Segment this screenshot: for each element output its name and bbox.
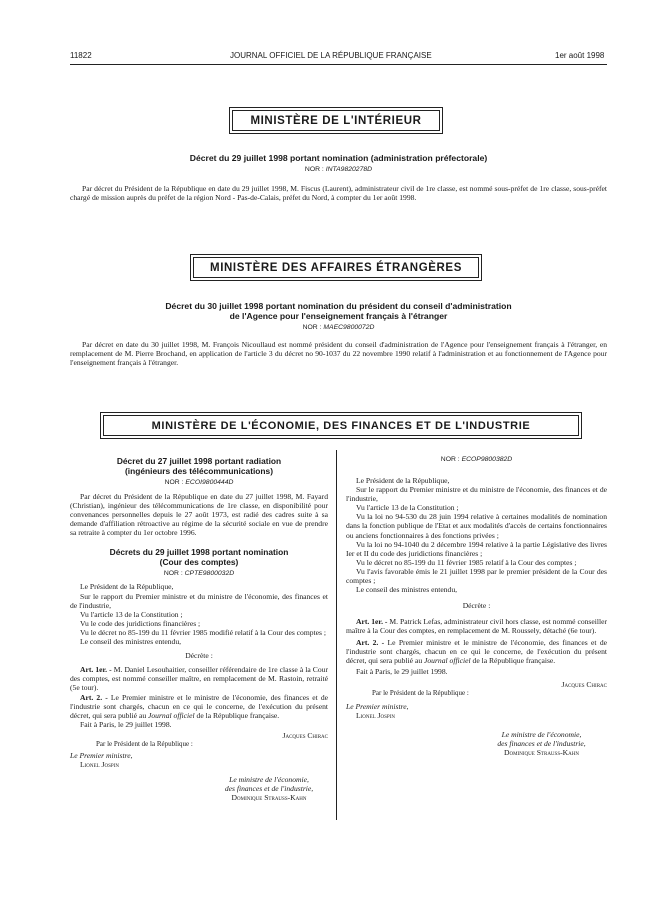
done-at: Fait à Paris, le 29 juillet 1998. (356, 666, 448, 676)
decree-title: Décret du 27 juillet 1998 portant radiation (ingénieurs des télécommunications) (116, 456, 282, 476)
journal-title: JOURNAL OFFICIEL DE LA RÉPUBLIQUE FRANÇAISE (230, 51, 432, 60)
pm-title: Le Premier ministre, (346, 702, 409, 712)
paragraph: Vu l'avis favorable émis le 21 juillet 1998 par le premier président de la Cour des comptes ; (346, 566, 607, 586)
decree-title: Décrets du 29 juillet 1998 portant nomination (Cour des comptes) (109, 547, 289, 568)
paragraph: Sur le rapport du Premier ministre et du ministre de l'économie, des finances et de l'industrie, (70, 591, 328, 610)
paragraph: Le Président de la République, (80, 582, 174, 592)
decrete-heading: Décrète : (462, 601, 491, 611)
ministry-title: MINISTÈRE DE L'ÉCONOMIE, DES FINANCES ET DE L'INDUSTRIE (103, 415, 579, 436)
paragraph: Le conseil des ministres entendu, (356, 585, 458, 595)
article-2: Art. 2. - Le Premier ministre et le ministre de l'économie, des finances et de l'industrie sont chargés, chacun en ce qui le concerne, de l'exécution du présent décret, qui sera publié au Journal officiel de la République française. (346, 637, 607, 665)
ministry-title: MINISTÈRE DE L'INTÉRIEUR (232, 110, 440, 131)
paragraph: Vu le décret no 85-199 du 11 février 1985 relatif à la Cour des comptes ; (356, 557, 577, 567)
decrete-heading: Décrète : (185, 651, 213, 661)
on-behalf-line: Par le Président de la République : (96, 739, 193, 748)
column-divider (336, 450, 337, 820)
nor-reference: NOR : ECOI9800444D (164, 479, 234, 486)
decree-body: Par décret du Président de la République en date du 29 juillet 1998, M. Fiscus (Laurent), administrateur civil de 1re classe, est nommé sous-préfet de 1re classe, sous-préfet chargé de mission auprès du préfet de la région Nord - Pas-de-Calais, préfet du Nord, à compter du 1er août 1998. (70, 184, 607, 203)
article-2: Art. 2. - Le Premier ministre et le ministre de l'économie, des finances et de l'industrie sont chargés, chacun en ce qui le concerne, de l'exécution du présent décret, qui sera publié au Journal officiel de la République française. (70, 692, 329, 720)
paragraph: Vu l'article 13 de la Constitution ; (80, 609, 183, 619)
page-number: 11822 (70, 51, 92, 60)
left-column (70, 456, 328, 803)
signature-president: Jacques Chirac (282, 730, 328, 740)
ministry-box-interieur (229, 107, 443, 134)
nor-reference: NOR : ECOP9800382D (440, 456, 513, 463)
done-at: Fait à Paris, le 29 juillet 1998. (80, 719, 172, 729)
signature-president: Jacques Chirac (561, 679, 607, 689)
decree-body: Par décret en date du 30 juillet 1998, M. François Nicoullaud est nommé président du conseil d'administration de l'Agence pour l'enseignement français à l'étranger, en remplacement de M. Pierre Brochand, en application de l'article 3 du décret no 90-1037 du 22 novembre 1990 relatif à l'administration et au fonctionnement de l'Agence pour l'enseignement français à l'étranger. (70, 340, 607, 368)
issue-date: 1er août 1998 (555, 51, 605, 60)
decree-body: Par décret du Président de la République en date du 27 juillet 1998, M. Fayard (Christian), ingénieur des télécommunications de 1re classe, en disponibilité pour convenances personnelles depuis le 27 août 1973, est radié des cadres suite à sa demande d'affiliation rétroactive au régime de la sécurité sociale en vue de prendre sa retraite à compter du 1er octobre 1996. (70, 492, 328, 538)
paragraph: Vu l'article 13 de la Constitution ; (356, 503, 459, 513)
paragraph: Le conseil des ministres entendu, (80, 637, 182, 647)
paragraph: Vu la loi no 94-530 du 28 juin 1994 relative à certaines modalités de nomination dans la fonction publique de l'Etat et aux modalités d'accès de certains fonctionnaires ou anciens fonctionnaires à des fonctions privées ; (346, 512, 607, 540)
ministry-box-affaires-etrangeres (190, 254, 482, 281)
minister-signature: Le ministre de l'économie, des finances et de l'industrie, Dominique Strauss-Kahn (224, 775, 314, 803)
ministry-title: MINISTÈRE DES AFFAIRES ÉTRANGÈRES (193, 257, 479, 278)
nor-reference: NOR : INTA9820278D (304, 166, 373, 173)
minister-signature: Le ministre de l'économie, des finances et de l'industrie, Dominique Strauss-Kahn (497, 730, 586, 758)
article-1: Art. 1er. - M. Daniel Lesouhaitier, conseiller référendaire de 1re classe à la Cour des comptes, est nommé conseiller maître, en remplacement de M. Rastoin, retraité (5e tour). (70, 665, 328, 693)
nor-reference: NOR : MAEC9800072D (302, 324, 375, 331)
pm-name: Lionel Jospin (356, 711, 395, 721)
decree-title: Décret du 30 juillet 1998 portant nomination du président du conseil d'administration de l'Agence pour l'enseignement français à l'étranger (165, 301, 512, 321)
right-column (346, 456, 607, 758)
paragraph: Vu le décret no 85-199 du 11 février 1985 modifié relatif à la Cour des comptes ; (80, 627, 326, 637)
on-behalf-line: Par le Président de la République : (372, 688, 469, 697)
header-rule (70, 64, 607, 65)
paragraph: Vu le code des juridictions financières ; (80, 618, 201, 628)
paragraph: Vu la loi no 94-1040 du 2 décembre 1994 relative à la partie Législative des livres Ier et II du code des juridictions financières ; (346, 539, 607, 558)
article-1: Art. 1er. - M. Patrick Lefas, administrateur civil hors classe, est nommé conseiller maître à la Cour des comptes, en remplacement de M. Roussely, détaché (6e tour). (346, 617, 607, 636)
pm-name: Lionel Jospin (80, 760, 119, 770)
decree-title: Décret du 29 juillet 1998 portant nomination (administration préfectorale) (189, 153, 488, 163)
paragraph: Le Président de la République, (356, 476, 450, 485)
ministry-box-economie (100, 412, 582, 439)
pm-title: Le Premier ministre, (70, 751, 133, 761)
paragraph: Sur le rapport du Premier ministre et du ministre de l'économie, des finances et de l'industrie, (346, 485, 607, 504)
nor-reference: NOR : CPTE9800032D (163, 570, 235, 578)
